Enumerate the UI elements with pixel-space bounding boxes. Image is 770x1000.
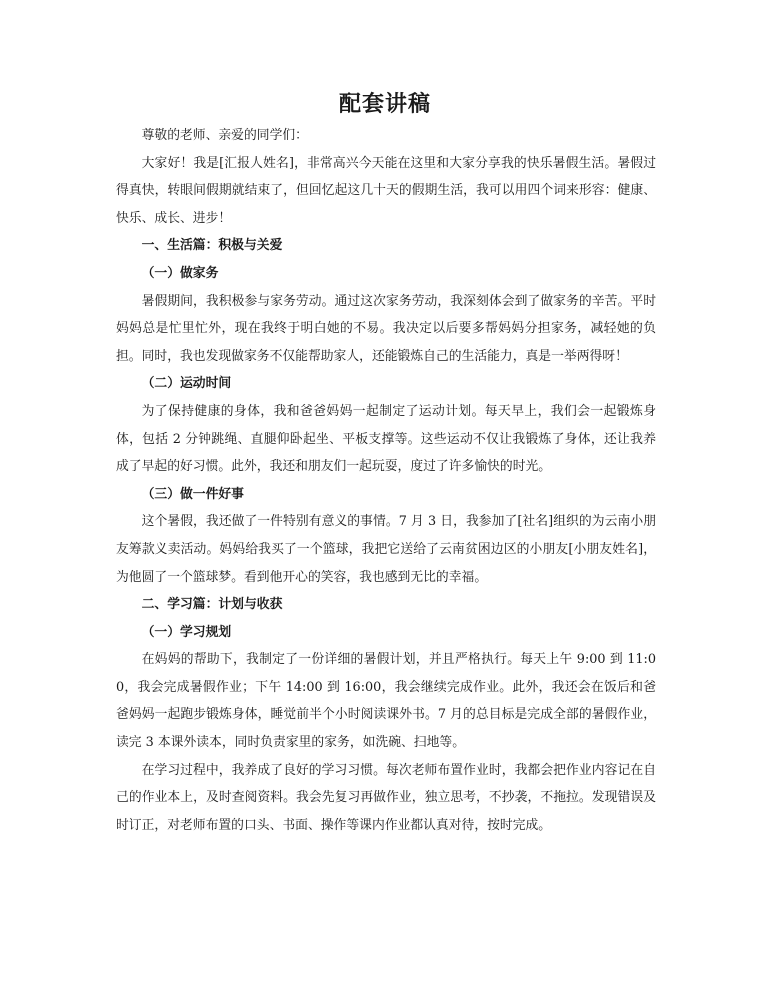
paragraph-good-deed: 这个暑假，我还做了一件特别有意义的事情。7 月 3 日，我参加了[社名]组织的为云南小朋友筹款义卖活动。妈妈给我买了一个篮球，我把它送给了云南贫困边区的小朋友[小朋友姓名]，为他圆了一个篮球梦。看到他开心的笑容，我也感到无比的幸福。 [116,514,656,585]
paragraph-study-habits: 在学习过程中，我养成了良好的学习习惯。每次老师布置作业时，我都会把作业内容记在自己的作业本上，及时查阅资料。我会先复习再做作业，独立思考，不抄袭，不拖拉。发现错误及时订正，对老师布置的口头、书面、操作等课内作业都认真对待，按时完成。 [116,762,656,833]
section-heading-life: 一、生活篇：积极与关爱 [141,238,283,254]
subheading-study-plan: （一）学习规划 [141,624,232,640]
paragraph-exercise: 为了保持健康的身体，我和爸爸妈妈一起制定了运动计划。每天早上，我们会一起锻炼身体，包括 2 分钟跳绳、直腿仰卧起坐、平板支撑等。这些运动不仅让我锻炼了身体，还让我养成了早起的好习惯。此外，我还和朋友们一起玩耍，度过了许多愉快的时光。 [116,403,656,475]
subheading-exercise: （二）运动时间 [141,376,232,392]
paragraph-housework: 暑假期间，我积极参与家务劳动。通过这次家务劳动，我深刻体会到了做家务的辛苦。平时妈妈总是忙里忙外，现在我终于明白她的不易。我决定以后要多帮妈妈分担家务，减轻她的负担。同时，我也发现做家务不仅能帮助家人，还能锻炼自己的生活能力，真是一举两得呀！ [116,293,656,364]
greeting: 尊敬的老师、亲爱的同学们： [141,128,308,143]
section-heading-study: 二、学习篇：计划与收获 [141,597,283,613]
page-title: 配套讲稿 [338,91,431,117]
intro-paragraph: 大家好！我是[汇报人姓名]，非常高兴今天能在这里和大家分享我的快乐暑假生活。暑假过得真快，转眼间假期就结束了，但回忆起这几十天的假期生活，我可以用四个词来形容：健康、快乐、成长、进步！ [116,155,656,226]
document-body [116,122,656,839]
subheading-housework: （一）做家务 [141,265,219,281]
paragraph-study-plan: 在妈妈的帮助下，我制定了一份详细的暑假计划，并且严格执行。每天上午 9:00 到 11:00，我会完成暑假作业；下午 14:00 到 16:00，我会继续完成作业。此外，我还会在饭后和爸爸妈妈一起跑步锻炼身体，睡觉前半个小时阅读课外书。7 月的总目标是完成全部的暑假作业，读完 3 本课外读本，同时负责家里的家务，如洗碗、扫地等。 [116,652,656,751]
subheading-good-deed: （三）做一件好事 [141,486,244,502]
